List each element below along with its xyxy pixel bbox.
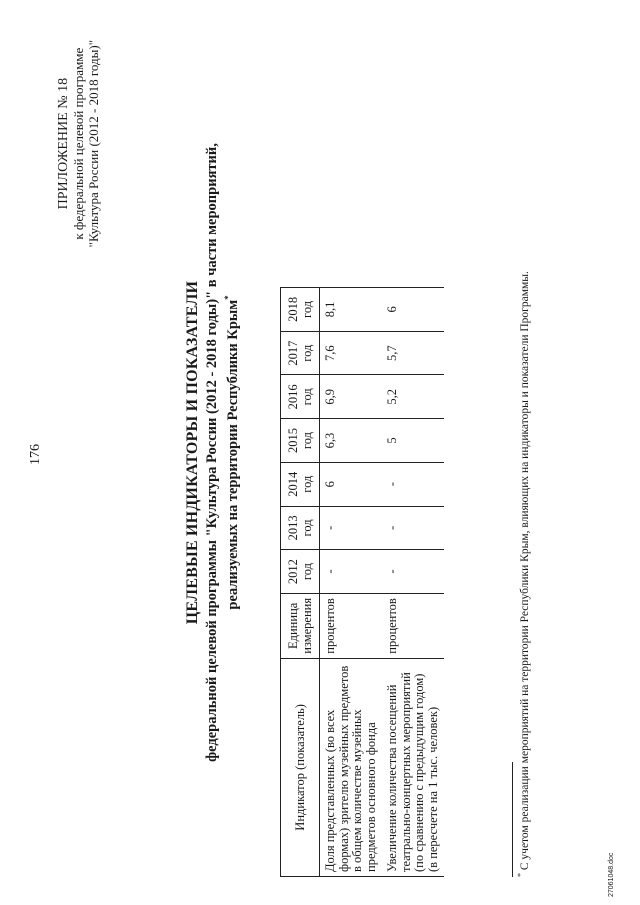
table-row [320, 288, 383, 877]
unit-cell: процентов [382, 593, 444, 658]
appendix-title: ПРИЛОЖЕНИЕ № 18 [56, 77, 71, 210]
value-cell: 6 [320, 462, 383, 506]
document-title: ЦЕЛЕВЫЕ ИНДИКАТОРЫ И ПОКАЗАТЕЛИ [184, 280, 201, 625]
header-year: 2017 год [281, 331, 320, 375]
header-year: 2014 год [281, 462, 320, 506]
title-block [184, 0, 241, 905]
appendix-line-2: к федеральной целевой программе [71, 47, 86, 240]
footnote-text: С учетом реализации мероприятий на территории Республики Крым, влияющих на индикаторы и показатели Программы. [518, 271, 531, 871]
table-header-row [281, 288, 320, 877]
indicator-cell: Увеличение количества посещений театрально-концертных мероприятий (по сравнению с предыдущим годом) (в пересчете на 1 тыс. человек) [382, 658, 444, 876]
value-cell: - [320, 506, 383, 550]
footnote-divider [512, 762, 513, 877]
unit-cell: процентов [320, 593, 383, 658]
value-cell: 6,9 [320, 375, 383, 419]
value-cell: 6,3 [320, 419, 383, 463]
value-cell: 7,6 [320, 331, 383, 375]
header-year: 2013 год [281, 506, 320, 550]
value-cell: 5,2 [382, 375, 444, 419]
header-year: 2016 год [281, 375, 320, 419]
document-subtitle-2 [220, 0, 241, 905]
footnote-mark: * [516, 873, 525, 877]
value-cell: - [382, 550, 444, 594]
value-cell: - [382, 462, 444, 506]
subtitle-text: реализуемых на территории Республики Крым [224, 299, 241, 610]
footnote [516, 271, 531, 877]
header-year: 2018 год [281, 288, 320, 332]
indicators-table [280, 287, 444, 877]
value-cell: 8,1 [320, 288, 383, 332]
appendix-line-3: "Культура России (2012 - 2018 годы)" [86, 40, 101, 248]
value-cell: 6 [382, 288, 444, 332]
indicator-cell: Доля представленных (во всех формах) зрителю музейных предметов в общем количестве музейных предметов основного фонда [320, 658, 383, 876]
subtitle-footnote-mark: * [223, 295, 233, 300]
document-subtitle-1: федеральной целевой программы "Культура России (2012 - 2018 годы)" в части мероприятий, [204, 143, 220, 762]
header-year: 2015 год [281, 419, 320, 463]
header-indicator: Индикатор (показатель) [281, 658, 320, 876]
header-year: 2012 год [281, 550, 320, 594]
value-cell: - [382, 506, 444, 550]
header-unit: Единица измерения [281, 593, 320, 658]
value-cell: 5,7 [382, 331, 444, 375]
value-cell: - [320, 550, 383, 594]
appendix-header [56, 40, 101, 247]
page-number: 176 [28, 444, 43, 465]
document-id: 27061048.doc [608, 852, 615, 897]
table-row [382, 288, 444, 877]
value-cell: 5 [382, 419, 444, 463]
